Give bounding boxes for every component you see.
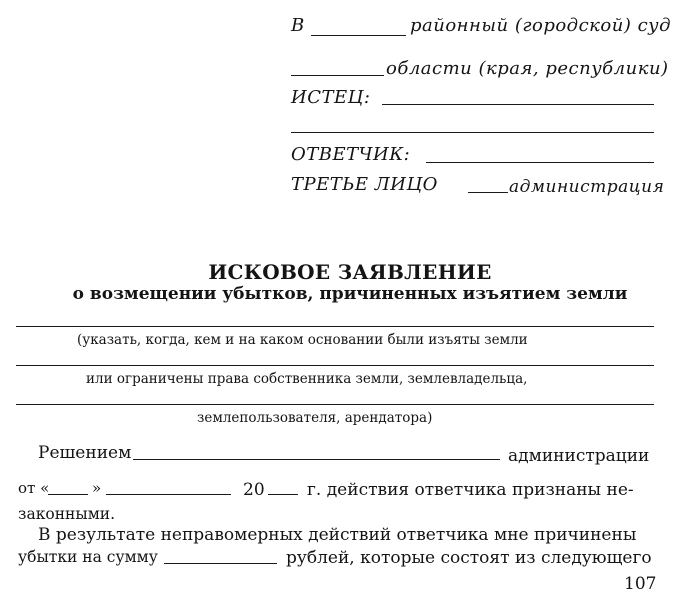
- court-suffix: районный (городской) суд: [410, 15, 672, 36]
- note-line-1: (указать, когда, кем и на каком основании были изъяты земли: [77, 332, 528, 348]
- plaintiff-label: ИСТЕЦ:: [291, 87, 371, 108]
- date-from: от «: [18, 479, 50, 497]
- defendant-label: ОТВЕТЧИК:: [291, 144, 411, 165]
- damages-amount-blank: [164, 563, 277, 564]
- note-line-3: землепользователя, арендатора): [197, 410, 433, 426]
- decision-blank: [133, 459, 500, 460]
- year-blank: [268, 494, 298, 495]
- year-suffix: г. действия ответчика признаны не-: [307, 480, 634, 500]
- year-prefix: 20: [243, 480, 265, 500]
- date-quote-close: »: [92, 479, 102, 497]
- note-blank-3: [16, 404, 654, 405]
- note-blank-1: [16, 326, 654, 327]
- note-line-2: или ограничены права собственника земли, землевладельца,: [86, 371, 528, 387]
- date-day-blank: [48, 494, 88, 495]
- damages-prefix: убытки на сумму: [18, 548, 158, 566]
- plaintiff-blank: [382, 104, 654, 105]
- note-blank-2: [16, 365, 654, 366]
- document-title: ИСКОВОЕ ЗАЯВЛЕНИЕ: [208, 260, 492, 284]
- damages-suffix: рублей, которые состоят из следующего: [286, 548, 652, 568]
- court-prefix: В: [291, 15, 305, 36]
- document-subtitle: о возмещении убытков, причиненных изъятием земли: [72, 284, 628, 304]
- unlawful-word: законными.: [18, 505, 116, 523]
- date-month-blank: [106, 494, 231, 495]
- third-party-blank: [468, 192, 508, 193]
- third-party-label: ТРЕТЬЕ ЛИЦО: [291, 174, 438, 195]
- decision-word: Решением: [38, 443, 132, 463]
- page-number: 107: [624, 574, 657, 594]
- plaintiff-blank-2: [291, 132, 654, 133]
- region-blank: [291, 75, 384, 76]
- result-line: В результате неправомерных действий ответчика мне причинены: [38, 525, 637, 545]
- administration-word: администрации: [508, 446, 650, 466]
- region-suffix: области (края, республики): [386, 58, 669, 79]
- third-party-suffix: администрация: [509, 177, 665, 197]
- court-name-blank: [311, 35, 406, 36]
- defendant-blank: [426, 162, 654, 163]
